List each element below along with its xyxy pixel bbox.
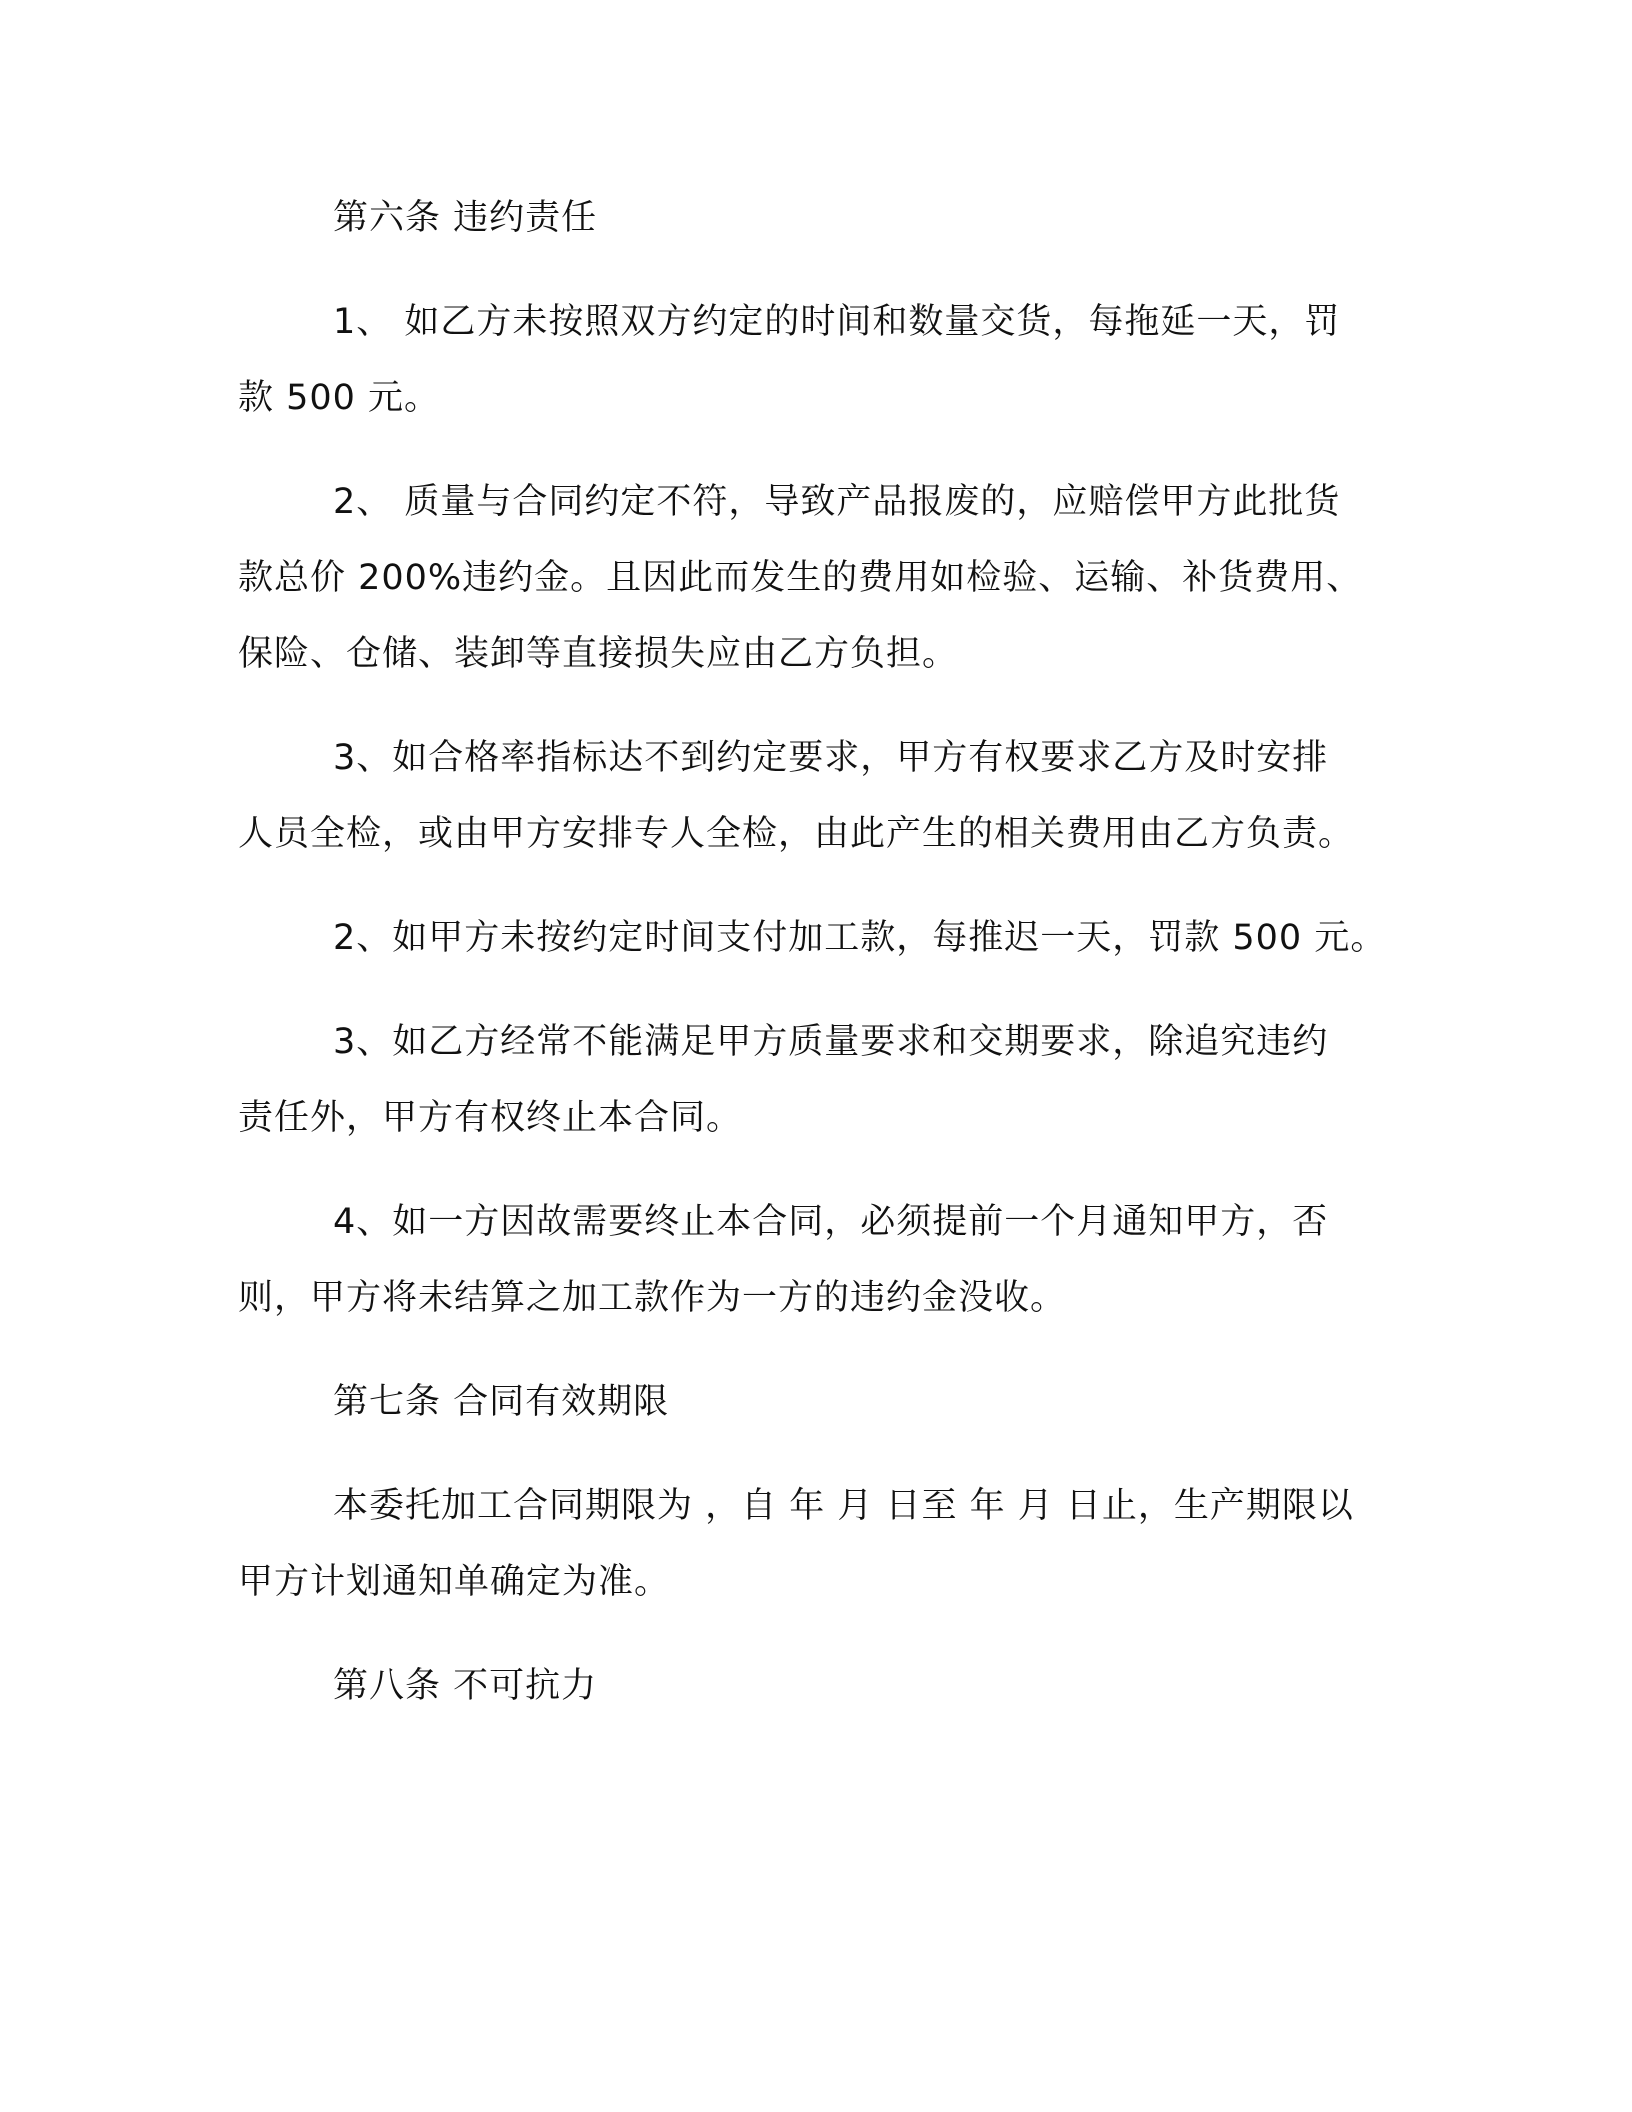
clause-6-4-line-2: 则，甲方将未结算之加工款作为一方的违约金没收。 [238, 1278, 1067, 1318]
article-7-body-line-2: 甲方计划通知单确定为准。 [238, 1562, 671, 1602]
clause-6-1-line-2: 款 500 元。 [238, 378, 441, 418]
clause-6-2-line-1: 2、 质量与合同约定不符，导致产品报废的，应赔偿甲方此批货 [333, 482, 1341, 522]
clause-6-2b-line-1: 2、如甲方未按约定时间支付加工款，每推迟一天，罚款 500 元。 [333, 918, 1387, 958]
clause-6-3-line-1: 3、如合格率指标达不到约定要求，甲方有权要求乙方及时安排 [333, 738, 1329, 778]
clause-6-2-line-2: 款总价 200%违约金。且因此而发生的费用如检验、运输、补货费用、 [238, 558, 1363, 598]
clause-6-2-line-3: 保险、仓储、装卸等直接损失应由乙方负担。 [238, 634, 959, 674]
clause-6-3b-line-1: 3、如乙方经常不能满足甲方质量要求和交期要求，除追究违约 [333, 1022, 1329, 1062]
clause-6-4-line-1: 4、如一方因故需要终止本合同，必须提前一个月通知甲方，否 [333, 1202, 1329, 1242]
article-8-heading: 第八条 不可抗力 [333, 1666, 598, 1706]
article-7-heading: 第七条 合同有效期限 [333, 1382, 670, 1422]
clause-6-3-line-2: 人员全检，或由甲方安排专人全检，由此产生的相关费用由乙方负责。 [238, 814, 1355, 854]
clause-6-3b-line-2: 责任外，甲方有权终止本合同。 [238, 1098, 743, 1138]
clause-6-1-line-1: 1、 如乙方未按照双方约定的时间和数量交货，每拖延一天，罚 [333, 302, 1341, 342]
article-7-body-line-1: 本委托加工合同期限为 ，自 年 月 日至 年 月 日止，生产期限以 [333, 1486, 1354, 1526]
article-6-heading: 第六条 违约责任 [333, 198, 598, 238]
